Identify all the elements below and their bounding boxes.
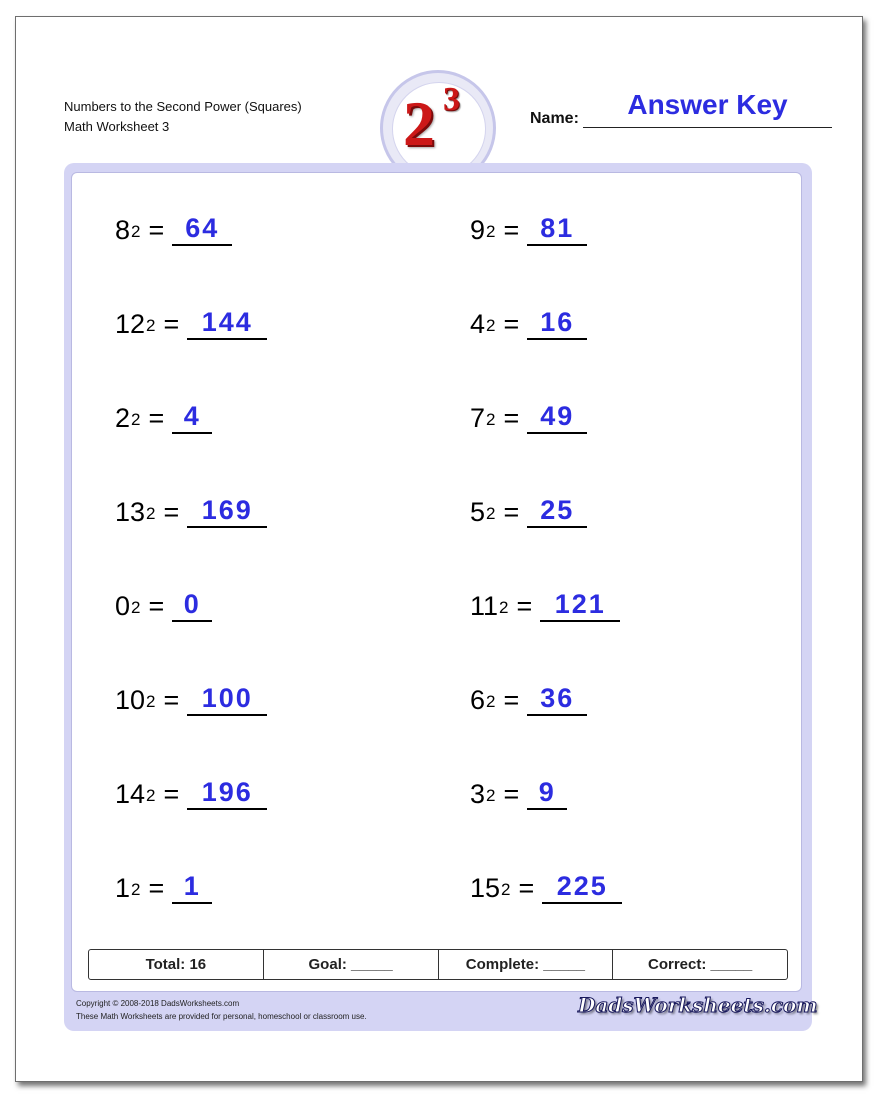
equals-sign: = [163,685,180,715]
equals-sign: = [148,873,165,903]
worksheet-title [64,97,302,137]
answer-value: 36 [527,682,587,716]
equals-sign: = [148,591,165,621]
problem-exponent: 2 [499,598,509,617]
problem-item [470,582,620,622]
answer-value: 225 [542,870,622,904]
name-label: Name: [530,110,579,127]
problem-item [470,394,587,434]
problem-item [470,300,587,340]
score-box [88,949,788,980]
problem-exponent: 2 [146,504,156,523]
problem-base: 8 [115,215,131,245]
problem-item [115,300,267,340]
problem-base: 15 [470,873,501,903]
equals-sign: = [148,215,165,245]
problem-base: 14 [115,779,146,809]
score-correct: Correct: _____ [648,956,753,973]
problem-base: 10 [115,685,146,715]
problem-item [470,206,587,246]
answer-value: 196 [187,776,267,810]
problem-item [470,676,587,716]
answer-value: 1 [172,870,212,904]
problem-item [470,864,622,904]
name-line [583,87,832,128]
problem-base: 1 [115,873,131,903]
answer-value: 16 [527,306,587,340]
problem-item [470,488,587,528]
problem-exponent: 2 [146,786,156,805]
brand-logo: DadsWorksheets.com [578,993,818,1017]
problem-exponent: 2 [486,410,496,429]
problem-exponent: 2 [486,504,496,523]
problem-item [115,206,232,246]
equals-sign: = [163,779,180,809]
problem-exponent: 2 [146,316,156,335]
problem-exponent: 2 [131,222,141,241]
title-line-2: Math Worksheet 3 [64,119,170,134]
usage-text: These Math Worksheets are provided for personal, homeschool or classroom use. [76,1012,367,1021]
equals-sign: = [516,591,533,621]
problem-base: 9 [470,215,486,245]
equals-sign: = [503,403,520,433]
problem-exponent: 2 [131,598,141,617]
problem-item [115,770,267,810]
score-complete: Complete: _____ [439,950,614,979]
equals-sign: = [148,403,165,433]
logo-base: 2 [403,88,435,159]
score-total: Total: 16 [89,950,264,979]
name-field [530,88,832,130]
footer-copyright [76,997,367,1023]
answer-value: 81 [527,212,587,246]
name-value: Answer Key [627,89,788,120]
problem-base: 11 [470,591,499,621]
equals-sign: = [503,685,520,715]
problem-exponent: 2 [486,316,496,335]
problem-exponent: 2 [486,786,496,805]
answer-value: 100 [187,682,267,716]
equals-sign: = [503,215,520,245]
problem-base: 3 [470,779,486,809]
answer-value: 144 [187,306,267,340]
problem-exponent: 2 [146,692,156,711]
problem-exponent: 2 [486,692,496,711]
problem-base: 2 [115,403,131,433]
problem-exponent: 2 [501,880,511,899]
score-goal: Goal: _____ [264,950,439,979]
equals-sign: = [503,779,520,809]
equals-sign: = [163,497,180,527]
problem-base: 5 [470,497,486,527]
answer-value: 169 [187,494,267,528]
answer-value: 25 [527,494,587,528]
title-line-1: Numbers to the Second Power (Squares) [64,99,302,114]
problem-base: 6 [470,685,486,715]
problem-item [115,488,267,528]
answer-value: 49 [527,400,587,434]
equals-sign: = [503,497,520,527]
equals-sign: = [163,309,180,339]
answer-value: 121 [540,588,620,622]
problem-base: 13 [115,497,146,527]
problem-base: 4 [470,309,486,339]
problem-base: 12 [115,309,146,339]
equals-sign: = [518,873,535,903]
problem-item [115,582,212,622]
problem-item [470,770,567,810]
copyright-text: Copyright © 2008-2018 DadsWorksheets.com [76,999,240,1008]
logo-exponent: 3 [443,81,460,118]
problem-exponent: 2 [131,410,141,429]
problem-exponent: 2 [486,222,496,241]
problem-item [115,676,267,716]
answer-value: 4 [172,400,212,434]
answer-value: 0 [172,588,212,622]
problem-base: 7 [470,403,486,433]
problem-item [115,394,212,434]
answer-value: 64 [172,212,232,246]
problem-base: 0 [115,591,131,621]
problem-exponent: 2 [131,880,141,899]
problem-item [115,864,212,904]
answer-value: 9 [527,776,567,810]
equals-sign: = [503,309,520,339]
